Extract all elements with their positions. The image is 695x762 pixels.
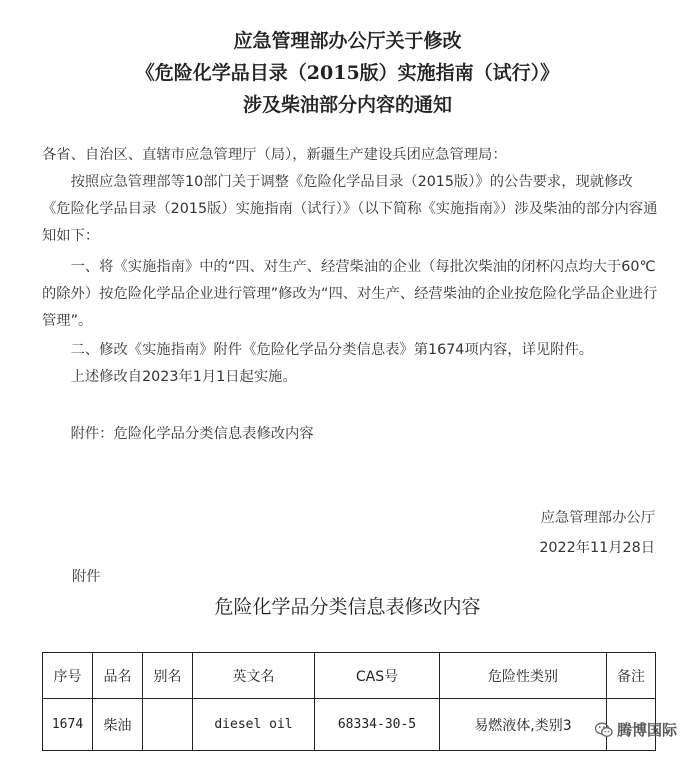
header-english: 英文名: [193, 653, 315, 699]
attachment-note: 附件：危险化学品分类信息表修改内容: [42, 426, 314, 442]
header-cas: CAS号: [315, 653, 440, 699]
annex-title: 危险化学品分类信息表修改内容: [214, 596, 481, 618]
hazard-info-table: [42, 652, 656, 751]
signature-date: 2022年11月28日: [539, 540, 655, 556]
header-name: 品名: [93, 653, 143, 699]
cell-english: diesel oil: [193, 699, 315, 751]
paragraph-intro: 按照应急管理部等10部门关于调整《危险化学品目录（2015版）》的公告要求，现就修改《危险化学品目录（2015版）实施指南（试行）》（以下简称《实施指南》）涉及柴油的部分内容通知如下：: [42, 174, 658, 244]
watermark-text: 腾博国际: [616, 721, 677, 739]
paragraph-effective-date: 上述修改自2023年1月1日起实施。: [42, 369, 297, 385]
cell-hazard: 易燃液体,类别3: [440, 699, 607, 751]
table-row: [43, 699, 656, 751]
watermark: [595, 719, 677, 740]
header-alias: 别名: [143, 653, 193, 699]
cell-cas: 68334-30-5: [315, 699, 440, 751]
notice-title-line1: 应急管理部办公厅关于修改: [233, 30, 462, 52]
cell-alias: [143, 699, 193, 751]
wechat-icon: [595, 722, 613, 738]
paragraph-item-2: 二、修改《实施指南》附件《危险化学品分类信息表》第1674项内容，详见附件。: [42, 342, 594, 358]
header-hazard: 危险性类别: [440, 653, 607, 699]
annex-label: 附件: [72, 569, 101, 585]
signature-org: 应急管理部办公厅: [540, 510, 655, 526]
header-note: 备注: [607, 653, 656, 699]
table-header-row: [43, 653, 656, 699]
salutation: 各省、自治区、直辖市应急管理厅（局），新疆生产建设兵团应急管理局：: [42, 147, 507, 163]
notice-title-line2: 《危险化学品目录（2015版）实施指南（试行）》: [135, 62, 560, 84]
header-seq: 序号: [43, 653, 93, 699]
cell-name: 柴油: [93, 699, 143, 751]
cell-seq: 1674: [43, 699, 93, 751]
notice-title-line3: 涉及柴油部分内容的通知: [242, 94, 452, 116]
paragraph-item-1: 一、将《实施指南》中的“四、对生产、经营柴油的企业（每批次柴油的闭杯闪点均大于60℃的除外）按危险化学品企业进行管理”修改为“四、对生产、经营柴油的企业按危险化学品企业进行管理”。: [42, 259, 658, 329]
